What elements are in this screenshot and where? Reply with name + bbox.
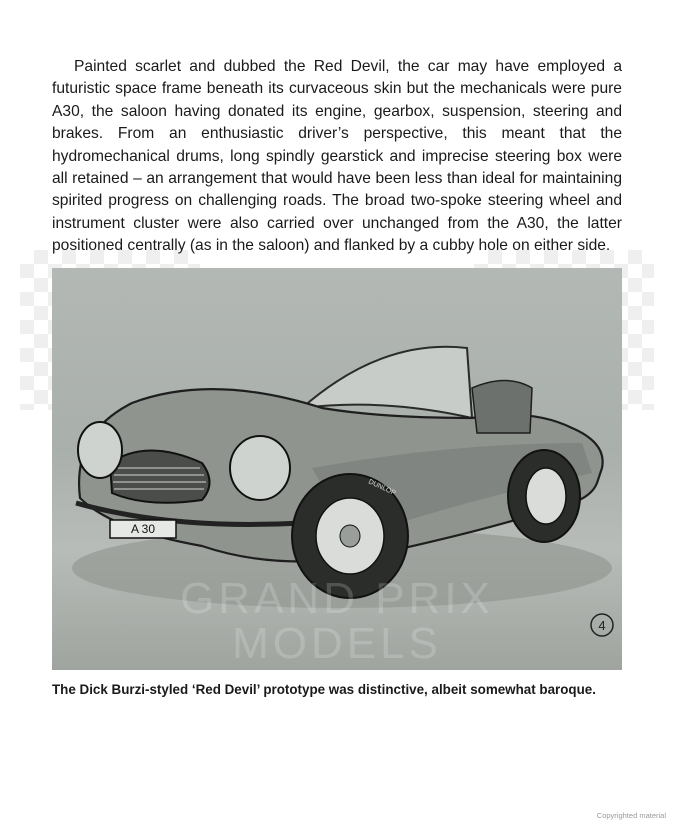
number-plate-text: A 30 [130, 522, 156, 536]
windscreen [302, 347, 472, 418]
watermark-line-1: GRAND PRIX [180, 574, 494, 623]
copyright-notice: Copyrighted material [596, 811, 666, 820]
sketch-number-text: 4 [598, 618, 606, 633]
front-hub-centre [340, 525, 360, 547]
body-paragraph-text: Painted scarlet and dubbed the Red Devil, the car may have employed a futuristic space frame beneath its curvaceous skin but the mechanicals were pure A30, the saloon having donated its engine, gearbox, suspension, steering and brakes. From an enthusiastic driver’s perspective, this meant that the hydromechanical drums, long spindly gearstick and imprecise steering box were all retained – an arrangement that would have been less than ideal for maintaining spirited progress on challenging roads. The broad two-spoke steering wheel and instrument cluster were also carried over unchanged from the A30, the latter positioned centrally (as in the saloon) and flanked by a cubby hole on either side. [52, 58, 622, 255]
headlight-right [230, 436, 290, 500]
body-paragraph [52, 56, 622, 258]
rear-hubcap [526, 468, 566, 524]
seat [472, 381, 532, 434]
watermark-line-2: MODELS [232, 619, 442, 668]
figure-caption: The Dick Burzi-styled ‘Red Devil’ prototype was distinctive, albeit somewhat baroque. [52, 682, 596, 697]
tyre-text: DUNLOP [367, 478, 397, 498]
car-sketch-figure [52, 268, 622, 670]
car-sketch [52, 268, 622, 670]
headlight-left [78, 422, 122, 478]
